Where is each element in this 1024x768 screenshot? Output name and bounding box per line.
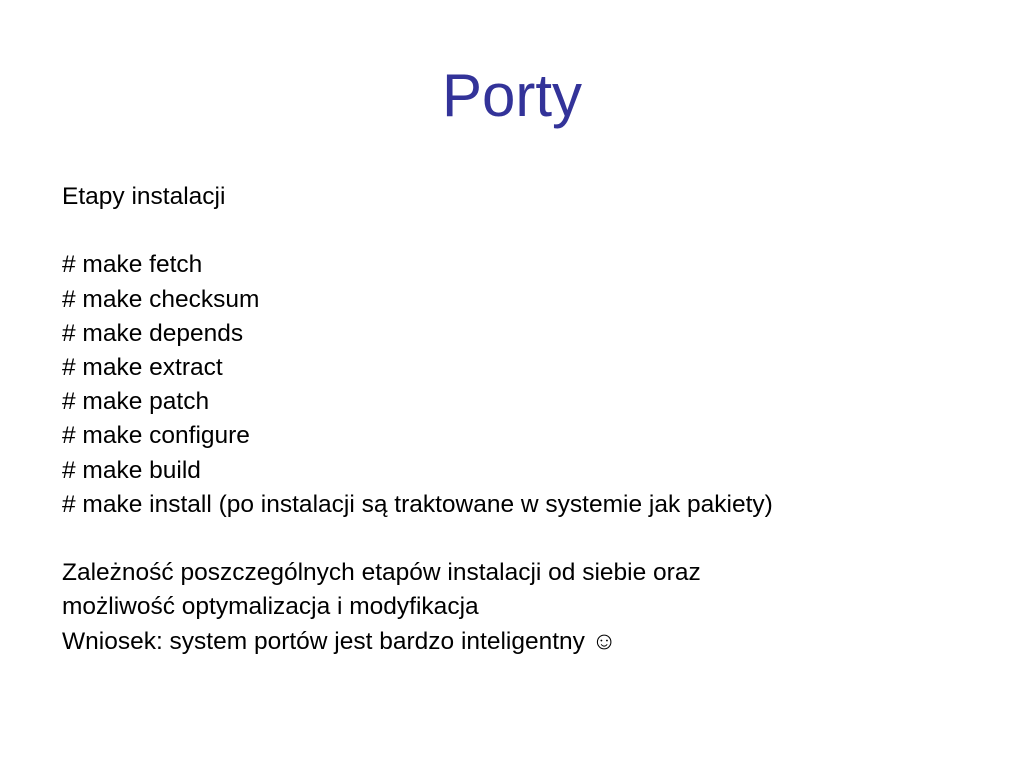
- step-patch: # make patch: [62, 388, 210, 416]
- spacer: [62, 214, 1002, 248]
- step-extract: # make extract: [62, 354, 223, 381]
- spacer: [62, 522, 1002, 556]
- intro-text: Etapy instalacji: [62, 183, 226, 210]
- step-depends: # make depends: [62, 319, 244, 347]
- step-fetch: # make fetch: [62, 251, 203, 279]
- conclusion-line-2: możliwość optymalizacja i modyfikacja: [62, 593, 479, 621]
- step-configure: # make configure: [62, 422, 250, 450]
- step-checksum: # make checksum: [62, 285, 260, 313]
- conclusion-line-1: Zależność poszczególnych etapów instalacji od siebie oraz: [62, 559, 701, 587]
- conclusion-line-3: Wniosek: system portów jest bardzo inteligentny ☺: [62, 627, 617, 655]
- slide-body: [62, 180, 1002, 659]
- slide-title: Porty: [441, 62, 583, 129]
- step-build: # make build: [62, 456, 201, 484]
- step-install: # make install (po instalacji są traktowane w systemie jak pakiety): [62, 490, 773, 518]
